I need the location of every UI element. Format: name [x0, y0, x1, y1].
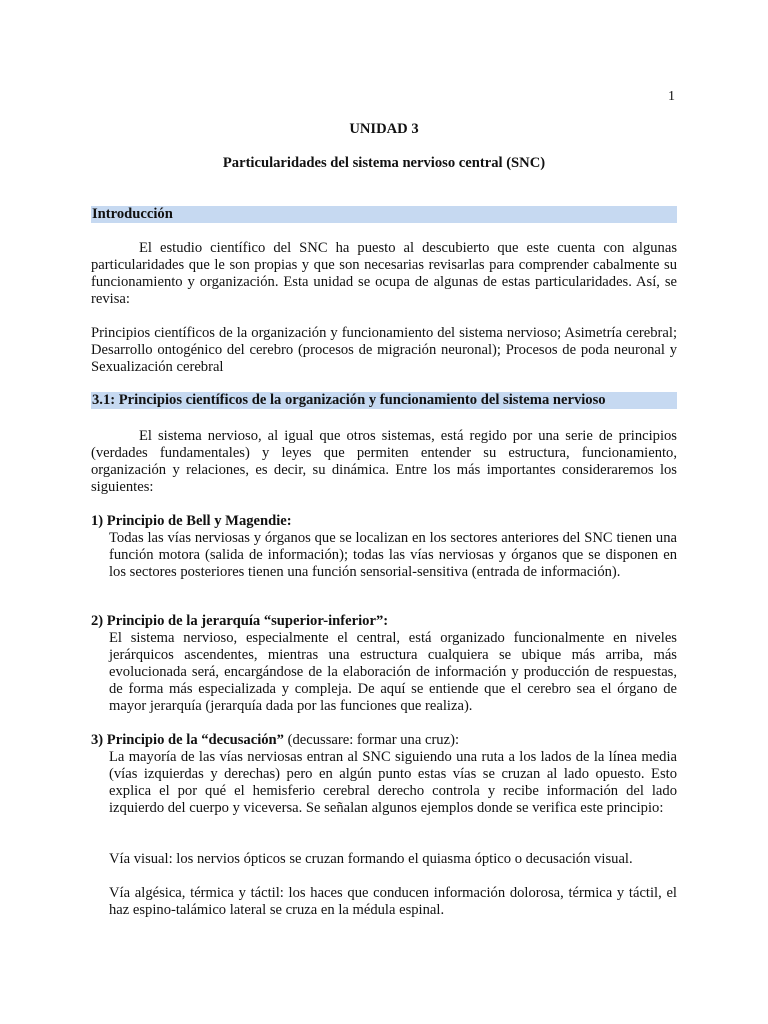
principle-3-note: (decussare: formar una cruz):	[283, 732, 460, 748]
example-pain-thermal-pathway: Vía algésica, térmica y táctil: los haces que conducen información dolorosa, térmica y táctil, el haz espino-talámico lateral se cruza en la médula espinal.	[109, 885, 677, 918]
document-title: Particularidades del sistema nervioso central (SNC)	[222, 155, 546, 171]
principle-1-body: Todas las vías nerviosas y órganos que se localizan en los sectores anteriores del SNC tienen una función motora (salida de información); todas las vías nerviosas y órganos que se disponen en los sectores posteriores tienen una función sensorial-sensitiva (entrada de información).	[109, 530, 677, 580]
document-page: 1 UNIDAD 3 Particularidades del sistema nervioso central (SNC) Introducción El estudio científico del SNC ha puesto al descubierto que este cuenta con algunas particularidades que le son propias y que son necesarias revisarlas para comprender cabalmente su funcionamiento y organización. Esta unidad se ocupa de algunas de estas particularidades. Así, se revisa: Principios científicos de la organización y funcionamiento del sistema nervioso; Asimetría cerebral; Desarrollo ontogénico del cerebro (procesos de migración neuronal); Procesos de poda neuronal y Sexualización cerebral 3.1: Principios científicos de la organización y funcionamiento del sistema nervioso El sistema nervioso, al igual que otros sistemas, está regido por una serie de principios (verdades fundamentales) y leyes que permiten entender su estructura, funcionamiento, organización y relaciones, es decir, su dinámica. Entre los más importantes consideraremos los siguientes: 1) Principio de Bell y Magendie: Todas las vías nerviosas y órganos que se localizan en los sectores anteriores del SNC tienen una función motora (salida de información); todas las vías nerviosas y órganos que se disponen en los sectores posteriores tienen una función sensorial-sensitiva (entrada de información). 2) Principio de la jerarquía “superior-inferior”: El sistema nervioso, especialmente el central, está organizado funcionalmente en niveles jerárquicos ascendentes, mientras una estructura cualquiera se ubique más arriba, más evolucionada será, encargándose de la elaboración de información y producción de respuestas, de forma más especializada y compleja. De aquí se entiende que el cerebro sea el órgano de mayor jerarquía (jerarquía dada por las funciones que realiza). 3) Principio de la “decusación” (decussare: formar una cruz): La mayoría de las vías nerviosas entran al SNC siguiendo una ruta a los lados de la línea media (vías izquierdas y derechas) pero en algún punto estas vías se cruzan al lado opuesto. Esto explica el por qué el hemisferio cerebral derecho controla y recibe información del lado izquierdo del cuerpo y viceversa. Se señalan algunos ejemplos donde se verifica este principio: Vía visual: los nervios ópticos se cruzan formando el quiasma óptico o decusación visual. Vía algésica, térmica y táctil: los haces que conducen información dolorosa, térmica y táctil, el haz espino-talámico lateral se cruza en la médula espinal.	[91, 89, 677, 918]
example-visual-pathway: Vía visual: los nervios ópticos se cruzan formando el quiasma óptico o decusación visual.	[109, 851, 633, 867]
principle-2-body: El sistema nervioso, especialmente el central, está organizado funcionalmente en niveles jerárquicos ascendentes, mientras una estructura cualquiera se ubique más arriba, más evolucionada será, encargándose de la elaboración de información y producción de respuestas, de forma más especializada y compleja. De aquí se entiende que el cerebro sea el órgano de mayor jerarquía (jerarquía dada por las funciones que realiza).	[109, 630, 677, 714]
section-heading-3-1: 3.1: Principios científicos de la organización y funcionamiento del sistema nervioso	[91, 392, 677, 409]
intro-paragraph: El estudio científico del SNC ha puesto al descubierto que este cuenta con algunas particularidades que le son propias y que son necesarias revisarlas para comprender cabalmente su funcionamiento y organización. Esta unidad se ocupa de algunas de estas particularidades. Así, se revisa:	[91, 240, 677, 307]
section-heading-introduccion: Introducción	[91, 206, 677, 223]
principle-3-body: La mayoría de las vías nerviosas entran al SNC siguiendo una ruta a los lados de la línea media (vías izquierdas y derechas) pero en algún punto estas vías se cruzan al lado opuesto. Esto explica el por qué el hemisferio cerebral derecho controla y recibe información del lado izquierdo del cuerpo y viceversa. Se señalan algunos ejemplos donde se verifica este principio:	[109, 749, 677, 816]
principle-3-title: 3) Principio de la “decusación”	[91, 732, 284, 748]
section-3-1-paragraph: El sistema nervioso, al igual que otros sistemas, está regido por una serie de principios (verdades fundamentales) y leyes que permiten entender su estructura, funcionamiento, organización y relaciones, es decir, su dinámica. Entre los más importantes consideraremos los siguientes:	[91, 428, 677, 495]
principle-3-heading	[91, 732, 677, 749]
principle-1-heading: 1) Principio de Bell y Magendie:	[91, 513, 292, 529]
unit-title: UNIDAD 3	[349, 121, 419, 137]
intro-topics-paragraph: Principios científicos de la organización y funcionamiento del sistema nervioso; Asimetría cerebral; Desarrollo ontogénico del cerebro (procesos de migración neuronal); Procesos de poda neuronal y Sexualización cerebral	[91, 325, 677, 375]
principle-2-heading: 2) Principio de la jerarquía “superior-inferior”:	[91, 613, 389, 629]
